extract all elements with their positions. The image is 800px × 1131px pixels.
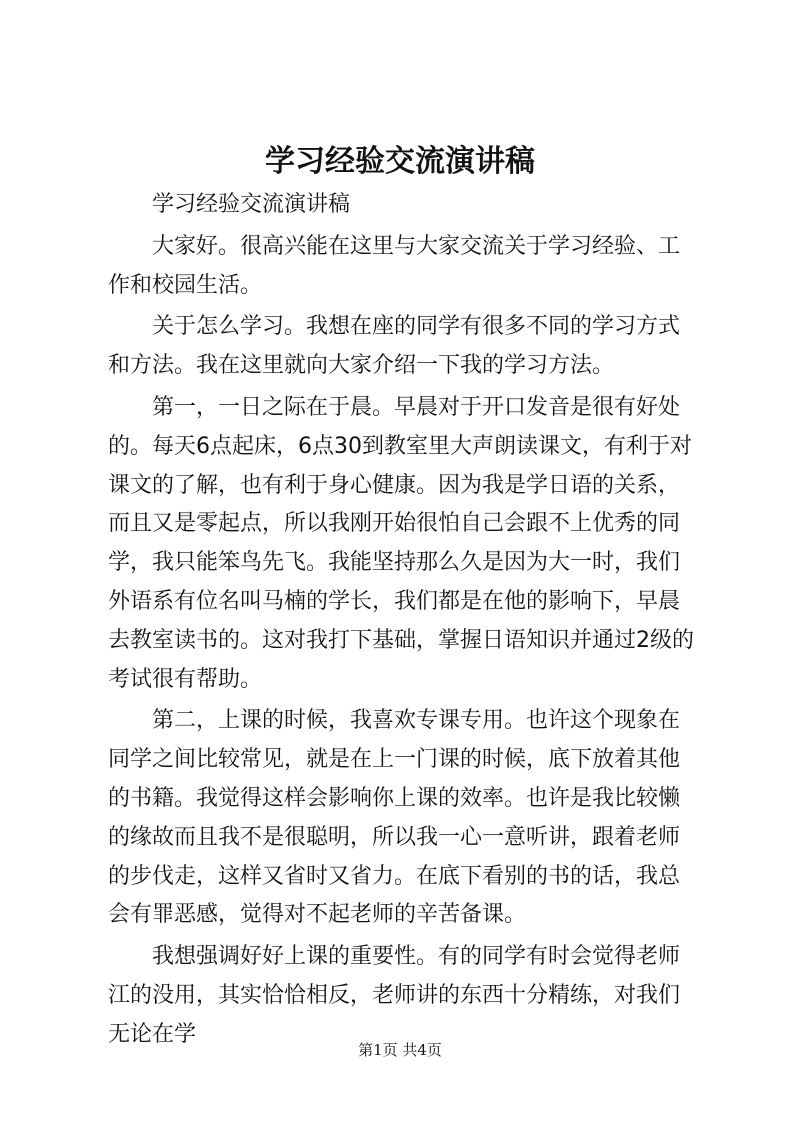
document-title: 学习经验交流演讲稿 bbox=[265, 144, 535, 179]
page-footer: 第1页 共4页 bbox=[358, 1041, 442, 1059]
paragraph-emphasis: 我想强调好好上课的重要性。有的同学有时会觉得老师江的没用，其实恰恰相反，老师讲的东西十分精练，对我们无论在学 bbox=[108, 944, 681, 1047]
paragraph-greeting: 大家好。很高兴能在这里与大家交流关于学习经验、工作和校园生活。 bbox=[108, 233, 681, 298]
document-body bbox=[108, 186, 700, 1055]
paragraph-subtitle: 学习经验交流演讲稿 bbox=[152, 192, 351, 217]
paragraph-first-point: 第一，一日之际在于晨。早晨对于开口发音是很有好处的。每天6点起床，6点30到教室里大声朗读课文，有利于对课文的了解，也有利于身心健康。因为我是学日语的关系，而且又是零起点，所以我刚开始很怕自己会跟不上优秀的同学，我只能笨鸟先飞。我能坚持那么久是因为大一时，我们外语系有位名叫马楠的学长，我们都是在他的影响下，早晨去教室读书的。这对我打下基础，掌握日语知识并通过2级的考试很有帮助。 bbox=[108, 394, 694, 692]
paragraph-second-point: 第二，上课的时候，我喜欢专课专用。也许这个现象在同学之间比较常见，就是在上一门课的时候，底下放着其他的书籍。我觉得这样会影响你上课的效率。也许是我比较懒的缘故而且我不是很聪明，所以我一心一意听讲，跟着老师的步伐走，这样又省时又省力。在底下看别的书的话，我总会有罪恶感，觉得对不起老师的辛苦备课。 bbox=[108, 708, 681, 928]
paragraph-intro: 关于怎么学习。我想在座的同学有很多不同的学习方式和方法。我在这里就向大家介绍一下我的学习方法。 bbox=[108, 314, 681, 379]
